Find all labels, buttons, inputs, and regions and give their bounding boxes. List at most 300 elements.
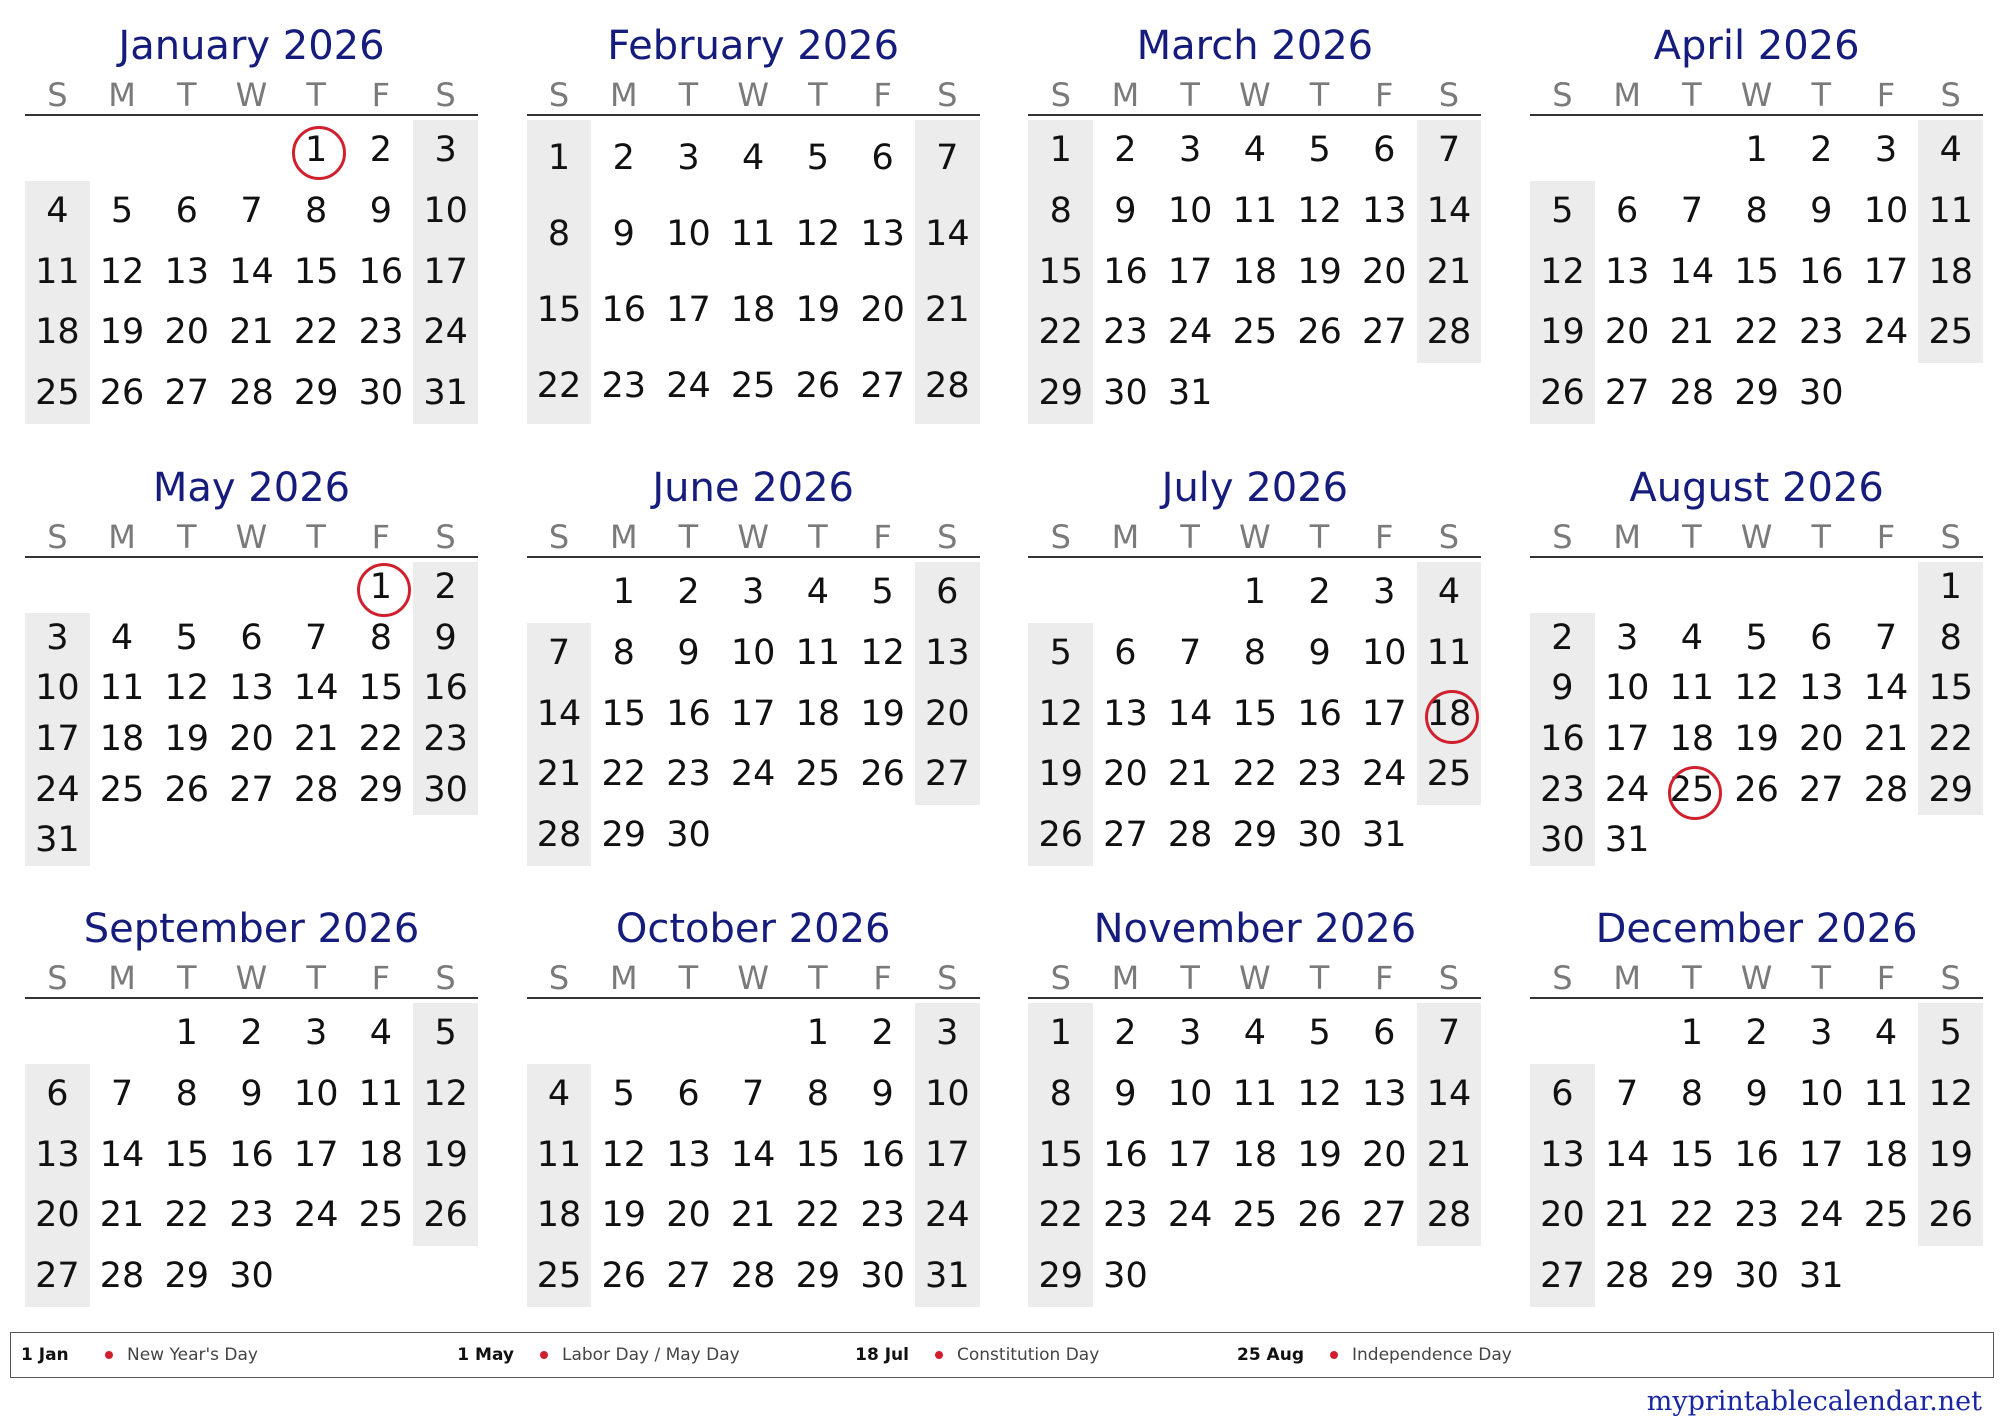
day-cell: 4 — [1437, 572, 1461, 612]
weekday-header — [1530, 74, 1983, 116]
day-cell: 13 — [164, 251, 210, 292]
weekday-label: W — [1740, 518, 1773, 556]
weekday-label: T — [1309, 76, 1330, 114]
weekday-label: T — [1180, 518, 1200, 556]
day-cell: 16 — [1103, 251, 1148, 292]
day-cell: 19 — [1297, 1134, 1342, 1175]
weekday-label: T — [176, 76, 197, 114]
day-cell: 17 — [293, 1134, 339, 1175]
day-cell: 1 — [1243, 572, 1267, 612]
day-cell: 10 — [1799, 1073, 1844, 1114]
day-cell: 25 — [358, 1195, 404, 1236]
holiday-legend — [10, 1332, 1994, 1378]
day-cell: 22 — [1038, 1195, 1084, 1236]
day-cell: 8 — [612, 632, 635, 673]
weekday-label: T — [1180, 959, 1200, 997]
day-cell: 20 — [925, 693, 970, 734]
day-cell: 18 — [358, 1134, 404, 1175]
month-title: November 2026 — [1093, 906, 1417, 952]
day-cell: 11 — [1232, 190, 1278, 231]
day-cell: 26 — [1038, 815, 1084, 856]
day-cell: 17 — [1362, 693, 1407, 734]
day-cell: 29 — [164, 1256, 210, 1297]
weekday-label: M — [108, 76, 136, 114]
holiday-dot-icon — [1330, 1351, 1338, 1359]
day-cell: 17 — [423, 251, 468, 292]
weekday-label: T — [808, 959, 828, 997]
day-cell: 11 — [358, 1073, 404, 1114]
day-cell: 22 — [1928, 719, 1973, 759]
day-cell: 12 — [1297, 1073, 1342, 1114]
month-title: April 2026 — [1653, 23, 1860, 69]
day-cell: 27 — [164, 373, 210, 414]
day-cell: 18 — [1928, 251, 1973, 292]
day-cell: 19 — [1540, 312, 1585, 353]
day-cell: 26 — [1734, 769, 1779, 810]
day-cell: 28 — [536, 815, 582, 856]
day-cell: 1 — [1680, 1013, 1703, 1053]
day-cell: 18 — [536, 1195, 582, 1236]
day-cell: 24 — [1362, 754, 1407, 795]
day-cell: 19 — [164, 719, 210, 759]
day-cell: 13 — [1362, 1073, 1407, 1114]
day-cell: 22 — [795, 1195, 841, 1236]
day-cell: 25 — [35, 373, 80, 414]
day-cell: 10 — [35, 668, 80, 709]
day-cell: 23 — [1734, 1195, 1779, 1236]
weekday-header — [1530, 516, 1983, 558]
day-cell: 5 — [1745, 617, 1768, 658]
day-cell: 24 — [666, 366, 711, 406]
day-cell: 8 — [547, 214, 571, 254]
day-cell: 3 — [434, 130, 457, 170]
month-title: August 2026 — [1629, 465, 1884, 511]
day-cell: 10 — [730, 632, 776, 673]
day-cell: 22 — [536, 366, 582, 406]
day-cell: 20 — [666, 1195, 711, 1236]
day-cell: 2 — [434, 567, 457, 607]
day-cell: 27 — [1362, 312, 1407, 353]
day-cell: 9 — [612, 214, 635, 254]
weekday-label: F — [1876, 76, 1896, 114]
day-cell: 19 — [860, 693, 905, 734]
legend-item — [406, 1345, 801, 1365]
day-cell: 26 — [601, 1256, 647, 1297]
day-cell: 23 — [1799, 312, 1844, 353]
day-cell: 20 — [1604, 312, 1650, 353]
day-cell: 18 — [1232, 251, 1278, 292]
day-cell: 21 — [536, 754, 582, 795]
day-cell: 6 — [1616, 190, 1639, 231]
day-cell: 11 — [1669, 668, 1715, 709]
weekday-label: W — [235, 518, 268, 556]
weekday-label: S — [435, 959, 456, 997]
weekday-label: M — [1613, 76, 1641, 114]
day-cell: 26 — [1297, 312, 1342, 353]
day-cell: 21 — [1604, 1195, 1650, 1236]
day-cell: 22 — [1669, 1195, 1715, 1236]
weekday-label: S — [1438, 518, 1460, 556]
month-block — [527, 18, 980, 428]
day-cell: 4 — [742, 138, 765, 178]
day-cell: 8 — [175, 1073, 198, 1114]
day-cell: 4 — [110, 617, 134, 658]
day-cell: 8 — [1049, 190, 1072, 231]
day-cell: 16 — [1734, 1134, 1779, 1175]
day-cell: 17 — [666, 290, 711, 330]
day-cell: 3 — [936, 1013, 959, 1053]
month-title: July 2026 — [1161, 465, 1349, 511]
day-cell: 7 — [547, 632, 571, 673]
weekday-label: S — [435, 76, 456, 114]
days-area — [1028, 999, 1481, 1311]
day-cell: 31 — [925, 1256, 970, 1297]
weekday-label: F — [1375, 959, 1394, 997]
day-cell: 23 — [229, 1195, 274, 1236]
day-cell: 14 — [1426, 1073, 1472, 1114]
day-cell: 10 — [1167, 1073, 1213, 1114]
weekday-label: S — [548, 76, 570, 114]
day-cell: 16 — [1297, 693, 1342, 734]
day-cell: 5 — [110, 190, 134, 231]
weekday-label: S — [47, 959, 68, 997]
weekday-label: S — [1050, 959, 1071, 997]
day-cell: 6 — [677, 1073, 700, 1114]
weekday-label: W — [235, 76, 268, 114]
day-cell: 26 — [1928, 1195, 1973, 1236]
month-block — [1530, 460, 1983, 870]
day-cell: 15 — [795, 1134, 841, 1175]
day-cell: 14 — [229, 251, 274, 292]
day-cell: 19 — [1297, 251, 1342, 292]
day-cell: 15 — [358, 668, 404, 709]
day-cell: 18 — [1669, 719, 1715, 759]
day-cell: 28 — [1426, 312, 1472, 353]
day-cell: 3 — [1179, 130, 1202, 170]
weekday-label: S — [1050, 76, 1071, 114]
month-block — [25, 460, 478, 870]
day-cell: 12 — [1540, 251, 1585, 292]
month-block — [527, 460, 980, 870]
day-cell: 9 — [1745, 1073, 1768, 1114]
day-cell: 24 — [1604, 769, 1650, 810]
day-cell: 3 — [305, 1013, 328, 1053]
weekday-label: F — [1375, 76, 1394, 114]
day-cell: 1 — [1939, 567, 1962, 607]
month-block — [527, 901, 980, 1311]
weekday-label: S — [1940, 518, 1961, 556]
day-cell: 7 — [1874, 617, 1898, 658]
day-cell: 8 — [1049, 1073, 1072, 1114]
day-cell: 3 — [1874, 130, 1898, 170]
day-cell: 23 — [1540, 769, 1585, 810]
day-cell: 11 — [1928, 190, 1973, 231]
days-area — [1028, 116, 1481, 428]
day-cell: 27 — [1604, 373, 1650, 414]
weekday-label: T — [1811, 518, 1832, 556]
weekday-label: W — [737, 959, 769, 997]
day-cell: 3 — [677, 138, 700, 178]
holiday-day: 25 — [1660, 765, 1725, 816]
day-cell: 7 — [936, 138, 959, 178]
day-cell: 13 — [1103, 693, 1148, 734]
day-cell: 6 — [1551, 1073, 1574, 1114]
weekday-label: T — [1682, 518, 1702, 556]
weekday-label: S — [47, 76, 68, 114]
weekday-label: S — [548, 518, 570, 556]
day-cell: 20 — [229, 719, 274, 759]
day-cell: 5 — [1939, 1013, 1962, 1053]
day-cell: 22 — [1734, 312, 1779, 353]
day-cell: 6 — [46, 1073, 69, 1114]
day-cell: 3 — [1373, 572, 1396, 612]
weekday-label: S — [937, 959, 958, 997]
day-cell: 24 — [1167, 312, 1213, 353]
day-cell: 5 — [1049, 632, 1072, 673]
day-cell: 2 — [1745, 1013, 1768, 1053]
day-cell: 30 — [1734, 1256, 1779, 1297]
day-cell: 14 — [1863, 668, 1909, 709]
weekday-header — [527, 957, 980, 999]
day-cell: 4 — [1243, 1013, 1267, 1053]
day-cell: 9 — [369, 190, 393, 231]
day-cell: 28 — [1669, 373, 1715, 414]
holiday-day: 1 — [284, 120, 349, 181]
day-cell: 29 — [795, 1256, 841, 1297]
day-cell: 1 — [1049, 1013, 1072, 1053]
days-area — [527, 999, 980, 1311]
weekday-label: M — [108, 518, 136, 556]
month-title: June 2026 — [652, 465, 854, 511]
day-cell: 21 — [730, 1195, 776, 1236]
weekday-label: T — [176, 518, 197, 556]
day-cell: 13 — [35, 1134, 80, 1175]
day-cell: 27 — [35, 1256, 80, 1297]
day-cell: 8 — [1243, 632, 1267, 673]
day-cell: 29 — [358, 769, 404, 810]
weekday-label: S — [435, 518, 456, 556]
day-cell: 11 — [795, 632, 841, 673]
day-cell: 23 — [601, 366, 647, 406]
day-cell: 8 — [1680, 1073, 1703, 1114]
day-cell: 10 — [293, 1073, 339, 1114]
day-cell: 12 — [1038, 693, 1084, 734]
weekday-label: T — [1309, 959, 1330, 997]
day-cell: 12 — [601, 1134, 647, 1175]
day-cell: 30 — [1103, 1256, 1148, 1297]
day-cell: 29 — [1038, 1256, 1084, 1297]
days-area — [25, 116, 478, 428]
weekday-label: T — [306, 959, 326, 997]
day-cell: 11 — [1232, 1073, 1278, 1114]
day-cell: 7 — [742, 1073, 765, 1114]
day-cell: 16 — [601, 290, 647, 330]
days-area — [527, 558, 980, 870]
day-cell: 18 — [35, 312, 80, 353]
day-cell: 15 — [1734, 251, 1779, 292]
weekday-label: S — [1438, 76, 1460, 114]
weekday-label: S — [1552, 959, 1573, 997]
weekday-label: T — [678, 518, 699, 556]
holiday-day: 1 — [349, 562, 414, 613]
day-cell: 2 — [1114, 130, 1137, 170]
day-cell: 25 — [730, 366, 776, 406]
weekday-header — [25, 74, 478, 116]
weekday-label: T — [1682, 76, 1702, 114]
weekday-label: M — [1111, 959, 1140, 997]
day-cell: 7 — [110, 1073, 134, 1114]
month-block — [1028, 901, 1481, 1311]
day-cell: 16 — [1540, 719, 1585, 759]
weekday-label: T — [678, 959, 699, 997]
legend-item — [11, 1345, 406, 1365]
weekday-header — [1028, 74, 1481, 116]
day-cell: 17 — [1604, 719, 1650, 759]
day-cell: 2 — [1551, 617, 1574, 658]
day-cell: 4 — [547, 1073, 571, 1114]
day-cell: 30 — [423, 769, 468, 810]
day-cell: 14 — [293, 668, 339, 709]
day-cell: 13 — [860, 214, 905, 254]
weekday-label: W — [1239, 959, 1271, 997]
day-cell: 26 — [99, 373, 145, 414]
day-cell: 16 — [1103, 1134, 1148, 1175]
day-cell: 29 — [293, 373, 339, 414]
day-cell: 14 — [1669, 251, 1715, 292]
weekday-label: S — [1552, 76, 1573, 114]
day-cell: 3 — [1810, 1013, 1833, 1053]
day-cell: 21 — [1669, 312, 1715, 353]
day-cell: 26 — [1297, 1195, 1342, 1236]
day-cell: 10 — [925, 1073, 970, 1114]
day-cell: 25 — [99, 769, 145, 810]
day-cell: 26 — [423, 1195, 468, 1236]
day-cell: 21 — [1863, 719, 1909, 759]
day-cell: 27 — [1540, 1256, 1585, 1297]
day-cell: 8 — [305, 190, 328, 231]
day-cell: 25 — [1232, 312, 1278, 353]
month-title: May 2026 — [152, 465, 351, 511]
weekday-header — [1028, 516, 1481, 558]
day-cell: 19 — [1734, 719, 1779, 759]
day-cell: 27 — [666, 1256, 711, 1297]
day-cell: 30 — [358, 373, 404, 414]
day-cell: 12 — [99, 251, 145, 292]
day-cell: 9 — [434, 617, 457, 658]
day-cell: 11 — [730, 214, 776, 254]
weekday-label: S — [1050, 518, 1071, 556]
site-link[interactable]: myprintablecalendar.net — [1646, 1386, 1982, 1417]
day-cell: 29 — [1232, 815, 1278, 856]
day-cell: 29 — [601, 815, 647, 856]
day-cell: 30 — [229, 1256, 274, 1297]
month-block — [25, 901, 478, 1311]
day-cell: 27 — [860, 366, 905, 406]
day-cell: 13 — [1362, 190, 1407, 231]
day-cell: 20 — [1362, 251, 1407, 292]
day-cell: 5 — [434, 1013, 457, 1053]
day-cell: 22 — [601, 754, 647, 795]
day-cell: 9 — [1810, 190, 1833, 231]
day-cell: 19 — [423, 1134, 468, 1175]
day-cell: 18 — [99, 719, 145, 759]
day-cell: 6 — [1114, 632, 1137, 673]
weekday-header — [527, 74, 980, 116]
day-cell: 10 — [423, 190, 468, 231]
day-cell: 14 — [536, 693, 582, 734]
day-cell: 2 — [240, 1013, 263, 1053]
day-cell: 20 — [1103, 754, 1148, 795]
day-cell: 15 — [1928, 668, 1973, 709]
day-cell: 20 — [1799, 719, 1844, 759]
day-cell: 17 — [730, 693, 776, 734]
legend-name: Constitution Day — [957, 1345, 1100, 1365]
weekday-label: F — [1876, 518, 1896, 556]
month-block — [25, 18, 478, 428]
day-cell: 27 — [1799, 769, 1844, 810]
day-cell: 30 — [1799, 373, 1844, 414]
day-cell: 23 — [423, 719, 468, 759]
weekday-label: F — [371, 76, 391, 114]
day-cell: 24 — [1167, 1195, 1213, 1236]
day-cell: 19 — [601, 1195, 647, 1236]
month-block — [1028, 18, 1481, 428]
day-cell: 8 — [1939, 617, 1962, 658]
day-cell: 5 — [1308, 130, 1331, 170]
day-cell: 20 — [860, 290, 905, 330]
day-cell: 23 — [1297, 754, 1342, 795]
day-cell: 6 — [871, 138, 894, 178]
day-cell: 7 — [1680, 190, 1703, 231]
day-cell: 25 — [1426, 754, 1472, 795]
days-area — [527, 116, 980, 428]
weekday-header — [1530, 957, 1983, 999]
day-cell: 9 — [240, 1073, 263, 1114]
day-cell: 23 — [860, 1195, 905, 1236]
day-cell: 31 — [1604, 820, 1650, 861]
days-area — [25, 558, 478, 870]
day-cell: 4 — [1939, 130, 1962, 170]
month-title: March 2026 — [1136, 23, 1374, 69]
day-cell: 18 — [1232, 1134, 1278, 1175]
day-cell: 22 — [164, 1195, 210, 1236]
weekday-label: T — [1811, 959, 1832, 997]
day-cell: 15 — [164, 1134, 210, 1175]
day-cell: 7 — [1179, 632, 1202, 673]
day-cell: 29 — [1038, 373, 1084, 414]
day-cell: 2 — [871, 1013, 894, 1053]
day-cell: 1 — [1745, 130, 1768, 170]
legend-date: 25 Aug — [1236, 1345, 1304, 1365]
day-cell: 23 — [1103, 1195, 1148, 1236]
day-cell: 15 — [1038, 1134, 1084, 1175]
day-cell: 18 — [795, 693, 841, 734]
day-cell: 14 — [1604, 1134, 1650, 1175]
day-cell: 6 — [1810, 617, 1833, 658]
day-cell: 28 — [99, 1256, 145, 1297]
day-cell: 8 — [1745, 190, 1768, 231]
day-cell: 30 — [666, 815, 711, 856]
day-cell: 14 — [99, 1134, 145, 1175]
weekday-label: T — [306, 76, 326, 114]
day-cell: 26 — [1540, 373, 1585, 414]
weekday-label: M — [1111, 76, 1140, 114]
day-cell: 24 — [423, 312, 468, 353]
day-cell: 7 — [1437, 1013, 1461, 1053]
weekday-label: M — [609, 76, 638, 114]
weekday-label: M — [108, 959, 136, 997]
day-cell: 17 — [35, 719, 80, 759]
